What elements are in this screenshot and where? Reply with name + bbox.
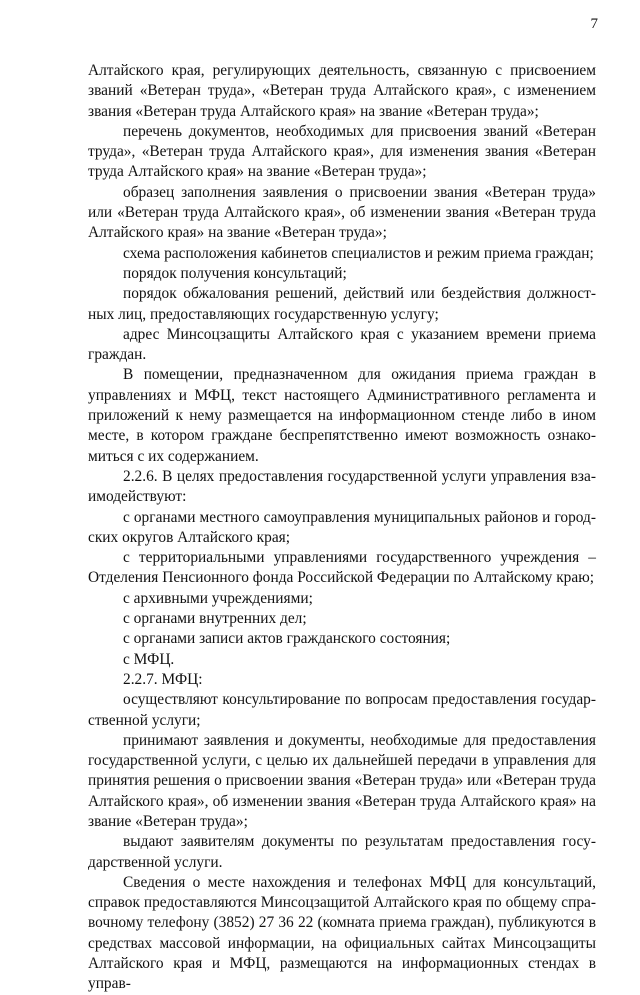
paragraph-application-sample: образец заполнения заявления о присвоении звания «Ветеран труда» или «Ветеран труда Алтайского края», об изменении звания «Ветеран труда Алтайского края» на звание «Ветеран труда»; bbox=[88, 183, 596, 242]
paragraph-mfc-info: Сведения о месте нахождения и телефонах МФЦ для консультаций, справок предоставляются Минсоцзащитой Алтайского края по общему справочному телефону (3852) 27 36 22 (комната приема граждан), публикуются в средствах массовой информации, на официальных сайтах Минсоцзащиты Алтайского края и МФЦ, размещаются на информационных стендах в управ- bbox=[88, 873, 596, 993]
paragraph-mfc: с МФЦ. bbox=[123, 650, 175, 668]
paragraph-waiting-room: В помещении, предназначенном для ожидания приема граждан в управлениях и МФЦ, текст настоящего Административного регламента и приложений к нему размещается на информационном стенде либо в ином месте, в котором граждане беспрепятственно имеют возможность ознакомиться с их содержанием. bbox=[88, 366, 596, 465]
page-number: 7 bbox=[590, 16, 598, 32]
paragraph-consultation-order: порядок получения консультаций; bbox=[123, 264, 347, 282]
document-body bbox=[88, 61, 596, 995]
paragraph-mfc-issue: выдают заявителям документы по результатам предоставления государственной услуги. bbox=[88, 833, 596, 871]
paragraph-section-2-2-6: 2.2.6. В целях предоставления государственной услуги управления взаимодействуют: bbox=[88, 467, 596, 506]
paragraph-mfc-accept: принимают заявления и документы, необходимые для предоставления государственной услуги, с целью их дальнейшей передачи в управления для принятия решения о присвоении звания «Ветеран труда» или «Ветеран труда Алтайского края», об изменении звания «Ветеран труда Алтайского края» на звание «Ветеран труда»; bbox=[88, 731, 596, 830]
paragraph-section-2-2-7: 2.2.7. МФЦ: bbox=[123, 670, 203, 688]
paragraph-documents-list: перечень документов, необходимых для присвоения званий «Ветеран труда», «Ветеран труда Алтайского края», для изменения звания «Ветеран труда Алтайского края» на звание «Ветеран труда»; bbox=[88, 122, 596, 181]
paragraph-mfc-consulting: осуществляют консультирование по вопросам предоставления государственной услуги; bbox=[88, 691, 596, 729]
paragraph-appeal-order: порядок обжалования решений, действий или бездействия должностных лиц, предоставляющих государственную услугу; bbox=[88, 285, 596, 323]
paragraph-office-scheme: схема расположения кабинетов специалистов и режим приема граждан; bbox=[123, 244, 594, 262]
paragraph-pension-fund: с территориальными управлениями государственного учреждения – Отделения Пенсионного фонда Российской Федерации по Алтайскому краю; bbox=[88, 549, 596, 587]
paragraph-internal-affairs: с органами внутренних дел; bbox=[123, 610, 307, 628]
paragraph-continuation: Алтайского края, регулирующих деятельность, связанную с присвоением званий «Ветеран труда», «Ветеран труда Алтайского края», с изменением звания «Ветеран труда Алтайского края» на звание «Ветеран труда»; bbox=[88, 62, 596, 120]
paragraph-civil-registry: с органами записи актов гражданского состояния; bbox=[123, 630, 451, 648]
paragraph-ministry-address: адрес Минсоцзащиты Алтайского края с указанием времени приема граждан. bbox=[88, 325, 596, 364]
paragraph-archives: с архивными учреждениями; bbox=[123, 589, 313, 607]
paragraph-local-government: с органами местного самоуправления муниципальных районов и городских округов Алтайского края; bbox=[88, 508, 596, 546]
